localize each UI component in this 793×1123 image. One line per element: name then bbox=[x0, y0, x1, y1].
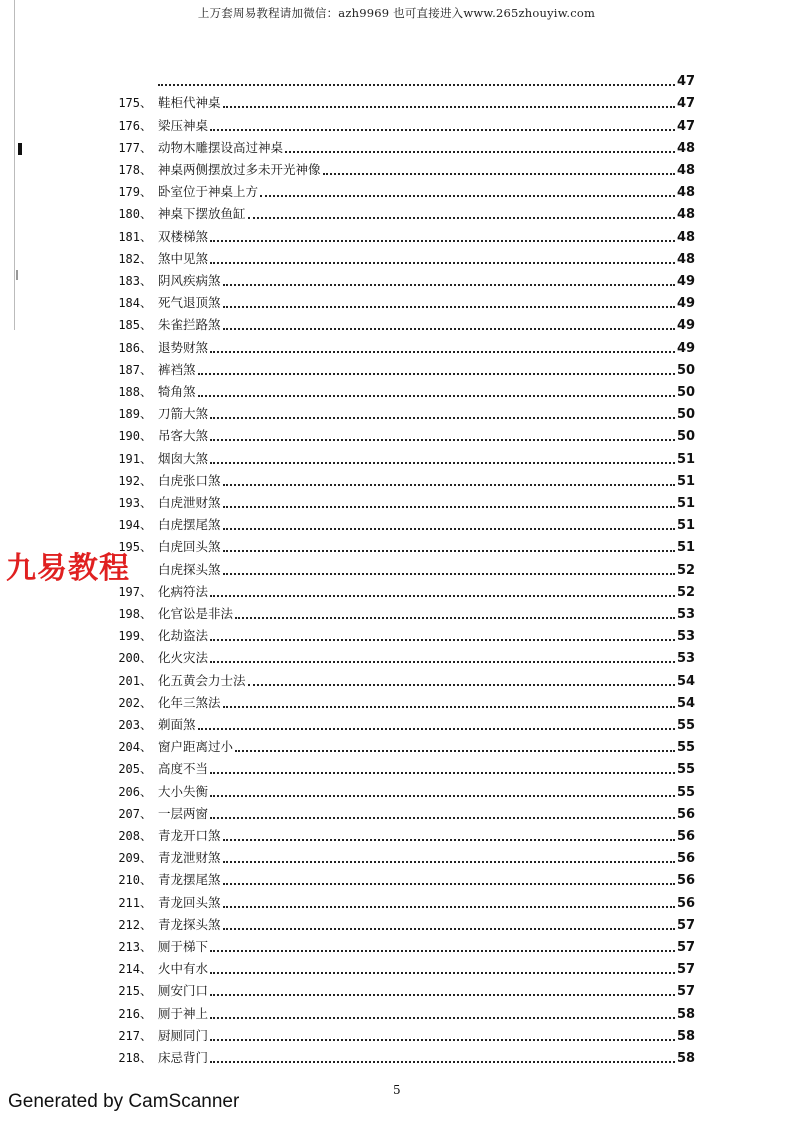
toc-entry-title: 犄角煞 bbox=[158, 383, 196, 399]
toc-entry[interactable] bbox=[0, 424, 793, 446]
toc-entry-page: 49 bbox=[677, 273, 696, 289]
toc-entry-number: 181、 bbox=[118, 229, 152, 244]
toc-leader-dots bbox=[210, 417, 675, 419]
toc-entry[interactable] bbox=[0, 979, 793, 1001]
toc-entry-page: 54 bbox=[677, 673, 696, 689]
toc-entry-title: 退势财煞 bbox=[158, 339, 209, 355]
toc-entry[interactable] bbox=[0, 913, 793, 935]
toc-entry-title: 白虎探头煞 bbox=[158, 561, 221, 577]
toc-leader-dots bbox=[223, 284, 675, 286]
toc-entry-page: 52 bbox=[677, 562, 696, 578]
toc-entry-number: 199、 bbox=[118, 629, 152, 644]
toc-entry-number: 177、 bbox=[118, 140, 152, 155]
toc-entry-title: 神桌两侧摆放过多未开光神像 bbox=[158, 161, 321, 177]
page-number: 5 bbox=[393, 1083, 401, 1097]
toc-leader-dots bbox=[248, 684, 675, 686]
toc-entry-title: 白虎摆尾煞 bbox=[158, 517, 221, 533]
toc-entry[interactable] bbox=[0, 646, 793, 668]
toc-leader-dots bbox=[285, 151, 675, 153]
toc-entry[interactable] bbox=[0, 691, 793, 713]
toc-entry-number: 206、 bbox=[118, 784, 152, 799]
toc-entry-title: 青龙回头煞 bbox=[158, 894, 221, 910]
toc-entry[interactable] bbox=[0, 868, 793, 890]
toc-entry-title: 高度不当 bbox=[158, 761, 209, 777]
toc-entry-number: 216、 bbox=[118, 1006, 152, 1021]
toc-leader-dots bbox=[210, 639, 675, 641]
toc-leader-dots bbox=[235, 617, 675, 619]
toc-entry-number: 187、 bbox=[118, 362, 152, 377]
toc-entry-number: 204、 bbox=[118, 740, 152, 755]
toc-entry-page: 53 bbox=[677, 651, 696, 667]
toc-entry[interactable] bbox=[0, 91, 793, 113]
toc-leader-dots bbox=[198, 728, 675, 730]
toc-entry-number: 180、 bbox=[118, 207, 152, 222]
toc-entry-title: 卧室位于神桌上方 bbox=[158, 184, 259, 200]
watermark-logo: 九易教程 bbox=[6, 551, 130, 586]
toc-entry[interactable] bbox=[0, 802, 793, 824]
toc-entry-number: 175、 bbox=[118, 96, 152, 111]
toc-leader-dots bbox=[210, 462, 675, 464]
toc-entry-page: 50 bbox=[677, 407, 696, 423]
toc-entry[interactable] bbox=[0, 757, 793, 779]
toc-leader-dots bbox=[210, 950, 675, 952]
toc-entry-title: 白虎回头煞 bbox=[158, 539, 221, 555]
toc-entry-number: 215、 bbox=[118, 984, 152, 999]
toc-entry-title: 化劫盗法 bbox=[158, 628, 209, 644]
toc-entry[interactable] bbox=[0, 202, 793, 224]
toc-leader-dots bbox=[210, 240, 675, 242]
toc-entry-page: 52 bbox=[677, 584, 696, 600]
toc-leader-dots bbox=[223, 106, 675, 108]
toc-leader-dots bbox=[223, 928, 675, 930]
toc-entry-title: 床忌背门 bbox=[158, 1049, 209, 1065]
toc-entry-title: 双楼梯煞 bbox=[158, 228, 209, 244]
toc-leader-dots bbox=[223, 839, 675, 841]
toc-entry[interactable] bbox=[0, 713, 793, 735]
toc-entry-page: 55 bbox=[677, 784, 696, 800]
toc-leader-dots bbox=[210, 795, 675, 797]
toc-entry-title: 吊客大煞 bbox=[158, 428, 209, 444]
toc-entry-page: 51 bbox=[677, 518, 696, 534]
toc-entry-number: 191、 bbox=[118, 451, 152, 466]
toc-entry-page: 57 bbox=[677, 939, 696, 955]
toc-entry-title: 化官讼是非法 bbox=[158, 605, 234, 621]
toc-entry-title: 化病符法 bbox=[158, 583, 209, 599]
toc-entry-number: 193、 bbox=[118, 495, 152, 510]
toc-leader-dots bbox=[210, 262, 675, 264]
toc-entry[interactable] bbox=[0, 136, 793, 158]
toc-leader-dots bbox=[198, 373, 675, 375]
toc-entry-page: 56 bbox=[677, 828, 696, 844]
toc-entry[interactable] bbox=[0, 247, 793, 269]
page-header: 上万套周易教程请加微信：azh9969 也可直接进入www.265zhouyiw.com bbox=[197, 6, 596, 20]
toc-entry[interactable] bbox=[0, 824, 793, 846]
toc-entry-title: 化年三煞法 bbox=[158, 694, 221, 710]
toc-entry-number: 203、 bbox=[118, 717, 152, 732]
toc-entry[interactable] bbox=[0, 313, 793, 335]
toc-entry[interactable] bbox=[0, 291, 793, 313]
toc-entry-number: 217、 bbox=[118, 1028, 152, 1043]
toc-entry[interactable] bbox=[0, 69, 793, 91]
toc-entry-page: 50 bbox=[677, 429, 696, 445]
toc-entry-number: 190、 bbox=[118, 429, 152, 444]
toc-entry[interactable] bbox=[0, 158, 793, 180]
toc-entry[interactable] bbox=[0, 1046, 793, 1068]
toc-entry-title: 厕于神上 bbox=[158, 1005, 209, 1021]
toc-entry[interactable] bbox=[0, 846, 793, 868]
toc-entry-page: 58 bbox=[677, 1028, 696, 1044]
toc-entry-title: 白虎张口煞 bbox=[158, 472, 221, 488]
toc-leader-dots bbox=[210, 817, 675, 819]
toc-leader-dots bbox=[210, 1061, 675, 1063]
toc-leader-dots bbox=[323, 173, 675, 175]
toc-entry-number: 205、 bbox=[118, 762, 152, 777]
toc-entry-title: 厕安门口 bbox=[158, 983, 209, 999]
toc-entry-page: 48 bbox=[677, 185, 696, 201]
toc-leader-dots bbox=[235, 750, 675, 752]
toc-entry-number: 197、 bbox=[118, 584, 152, 599]
toc-entry-title: 厨厕同门 bbox=[158, 1027, 209, 1043]
toc-entry-page: 57 bbox=[677, 962, 696, 978]
toc-entry-number: 218、 bbox=[118, 1050, 152, 1065]
toc-entry[interactable] bbox=[0, 890, 793, 912]
toc-entry-page: 54 bbox=[677, 695, 696, 711]
toc-entry-number: 189、 bbox=[118, 407, 152, 422]
toc-entry-title: 化火灾法 bbox=[158, 650, 209, 666]
toc-entry-title: 青龙开口煞 bbox=[158, 827, 221, 843]
toc-entry[interactable] bbox=[0, 735, 793, 757]
toc-entry-page: 49 bbox=[677, 296, 696, 312]
toc-leader-dots bbox=[210, 1017, 675, 1019]
toc-entry[interactable] bbox=[0, 935, 793, 957]
toc-leader-dots bbox=[248, 217, 675, 219]
toc-entry-number: 188、 bbox=[118, 384, 152, 399]
toc-entry-title: 死气退顶煞 bbox=[158, 295, 221, 311]
toc-leader-dots bbox=[260, 195, 675, 197]
toc-leader-dots bbox=[210, 772, 675, 774]
toc-entry-page: 55 bbox=[677, 762, 696, 778]
toc-entry-page: 51 bbox=[677, 473, 696, 489]
toc-entry-page: 53 bbox=[677, 629, 696, 645]
toc-entry-title: 青龙摆尾煞 bbox=[158, 872, 221, 888]
toc-entry-number: 210、 bbox=[118, 873, 152, 888]
toc-entry-title: 青龙泄财煞 bbox=[158, 850, 221, 866]
toc-entry-number: 192、 bbox=[118, 473, 152, 488]
toc-leader-dots bbox=[210, 661, 675, 663]
toc-entry[interactable] bbox=[0, 224, 793, 246]
toc-entry-title: 梁压神桌 bbox=[158, 117, 209, 133]
toc-leader-dots bbox=[210, 351, 675, 353]
toc-entry-title: 刀箭大煞 bbox=[158, 406, 209, 422]
toc-entry-title: 煞中见煞 bbox=[158, 250, 209, 266]
toc-leader-dots bbox=[210, 595, 675, 597]
toc-entry-number: 209、 bbox=[118, 851, 152, 866]
toc-entry-number: 185、 bbox=[118, 318, 152, 333]
toc-leader-dots bbox=[210, 994, 675, 996]
toc-entry-page: 49 bbox=[677, 340, 696, 356]
toc-entry[interactable] bbox=[0, 513, 793, 535]
toc-entry-title: 白虎泄财煞 bbox=[158, 494, 221, 510]
toc-entry-number: 202、 bbox=[118, 695, 152, 710]
toc-entry-number: 201、 bbox=[118, 673, 152, 688]
toc-entry-number: 195、 bbox=[118, 540, 152, 555]
toc-entry[interactable] bbox=[0, 180, 793, 202]
toc-entry-number: 207、 bbox=[118, 806, 152, 821]
toc-entry-number: 200、 bbox=[118, 651, 152, 666]
toc-entry-number: 176、 bbox=[118, 118, 152, 133]
toc-leader-dots bbox=[223, 861, 675, 863]
toc-leader-dots bbox=[223, 528, 675, 530]
toc-entry-number: 211、 bbox=[118, 895, 152, 910]
toc-entry-title: 窗户距离过小 bbox=[158, 739, 234, 755]
toc-leader-dots bbox=[223, 906, 675, 908]
toc-entry-page: 51 bbox=[677, 495, 696, 511]
toc-entry[interactable] bbox=[0, 779, 793, 801]
toc-entry-page: 53 bbox=[677, 606, 696, 622]
toc-entry-title: 鞋柜代神桌 bbox=[158, 95, 221, 111]
toc-entry[interactable] bbox=[0, 113, 793, 135]
toc-entry[interactable] bbox=[0, 957, 793, 979]
toc-entry-number: 182、 bbox=[118, 251, 152, 266]
toc-entry[interactable] bbox=[0, 358, 793, 380]
toc-entry[interactable] bbox=[0, 335, 793, 357]
toc-entry-title: 动物木雕摆设高过神桌 bbox=[158, 139, 284, 155]
toc-entry-number: 183、 bbox=[118, 273, 152, 288]
toc-entry[interactable] bbox=[0, 491, 793, 513]
toc-leader-dots bbox=[210, 1039, 675, 1041]
toc-entry-page: 48 bbox=[677, 162, 696, 178]
toc-entry-page: 57 bbox=[677, 984, 696, 1000]
toc-entry-page: 57 bbox=[677, 917, 696, 933]
toc-entry-page: 48 bbox=[677, 207, 696, 223]
toc-entry-number: 186、 bbox=[118, 340, 152, 355]
toc-entry-title: 裤裆煞 bbox=[158, 361, 196, 377]
toc-entry-number: 208、 bbox=[118, 828, 152, 843]
toc-entry-title: 化五黄会力士法 bbox=[158, 672, 246, 688]
toc-leader-dots bbox=[198, 395, 675, 397]
toc-entry-title: 一层两窗 bbox=[158, 805, 209, 821]
toc-entry-number: 214、 bbox=[118, 962, 152, 977]
toc-entry[interactable] bbox=[0, 402, 793, 424]
toc-entry-number: 213、 bbox=[118, 939, 152, 954]
toc-entry-page: 50 bbox=[677, 362, 696, 378]
toc-leader-dots bbox=[223, 306, 675, 308]
toc-entry-page: 48 bbox=[677, 140, 696, 156]
toc-entry[interactable] bbox=[0, 1024, 793, 1046]
toc-entry-number: 179、 bbox=[118, 185, 152, 200]
toc-entry-page: 55 bbox=[677, 740, 696, 756]
toc-entry[interactable] bbox=[0, 1001, 793, 1023]
toc-entry-page: 51 bbox=[677, 451, 696, 467]
toc-entry-title: 大小失衡 bbox=[158, 783, 209, 799]
toc-entry-page: 56 bbox=[677, 873, 696, 889]
toc-entry-page: 49 bbox=[677, 318, 696, 334]
toc-entry-page: 58 bbox=[677, 1050, 696, 1066]
toc-leader-dots bbox=[223, 506, 675, 508]
toc-leader-dots bbox=[223, 484, 675, 486]
toc-entry-page: 55 bbox=[677, 717, 696, 733]
toc-entry-page: 56 bbox=[677, 851, 696, 867]
toc-entry[interactable] bbox=[0, 380, 793, 402]
toc-entry-page: 47 bbox=[677, 74, 696, 90]
toc-entry[interactable] bbox=[0, 269, 793, 291]
toc-entry-number: 198、 bbox=[118, 606, 152, 621]
toc-entry-title: 烟囱大煞 bbox=[158, 450, 209, 466]
toc-entry[interactable] bbox=[0, 469, 793, 491]
toc-leader-dots bbox=[158, 84, 675, 86]
toc-entry[interactable] bbox=[0, 624, 793, 646]
toc-entry-page: 58 bbox=[677, 1006, 696, 1022]
toc-entry-page: 47 bbox=[677, 96, 696, 112]
toc-entry-title: 火中有水 bbox=[158, 961, 209, 977]
toc-entry-title: 朱雀拦路煞 bbox=[158, 317, 221, 333]
toc-entry-page: 50 bbox=[677, 384, 696, 400]
toc-leader-dots bbox=[223, 573, 675, 575]
toc-leader-dots bbox=[210, 129, 675, 131]
toc-entry-title: 神桌下摆放鱼缸 bbox=[158, 206, 246, 222]
toc-entry-page: 47 bbox=[677, 118, 696, 134]
toc-entry-page: 56 bbox=[677, 806, 696, 822]
toc-leader-dots bbox=[223, 883, 675, 885]
toc-leader-dots bbox=[223, 706, 675, 708]
toc-entry-number: 184、 bbox=[118, 296, 152, 311]
toc-entry-page: 51 bbox=[677, 540, 696, 556]
toc-entry-page: 56 bbox=[677, 895, 696, 911]
toc-entry-title: 阴风疾病煞 bbox=[158, 272, 221, 288]
toc-entry-title: 剃面煞 bbox=[158, 716, 196, 732]
toc-entry-number: 212、 bbox=[118, 917, 152, 932]
toc-entry-number: 194、 bbox=[118, 518, 152, 533]
scanner-footer: Generated by CamScanner bbox=[8, 1091, 240, 1112]
toc-entry-page: 48 bbox=[677, 229, 696, 245]
toc-entry[interactable] bbox=[0, 668, 793, 690]
toc-leader-dots bbox=[223, 550, 675, 552]
toc-entry[interactable] bbox=[0, 602, 793, 624]
toc-leader-dots bbox=[210, 439, 675, 441]
toc-entry-title: 青龙探头煞 bbox=[158, 916, 221, 932]
toc-entry-title: 厕于梯下 bbox=[158, 938, 209, 954]
toc-entry[interactable] bbox=[0, 446, 793, 468]
toc-leader-dots bbox=[223, 328, 675, 330]
toc-entry-number: 178、 bbox=[118, 162, 152, 177]
toc-entry-page: 48 bbox=[677, 251, 696, 267]
toc-leader-dots bbox=[210, 972, 675, 974]
